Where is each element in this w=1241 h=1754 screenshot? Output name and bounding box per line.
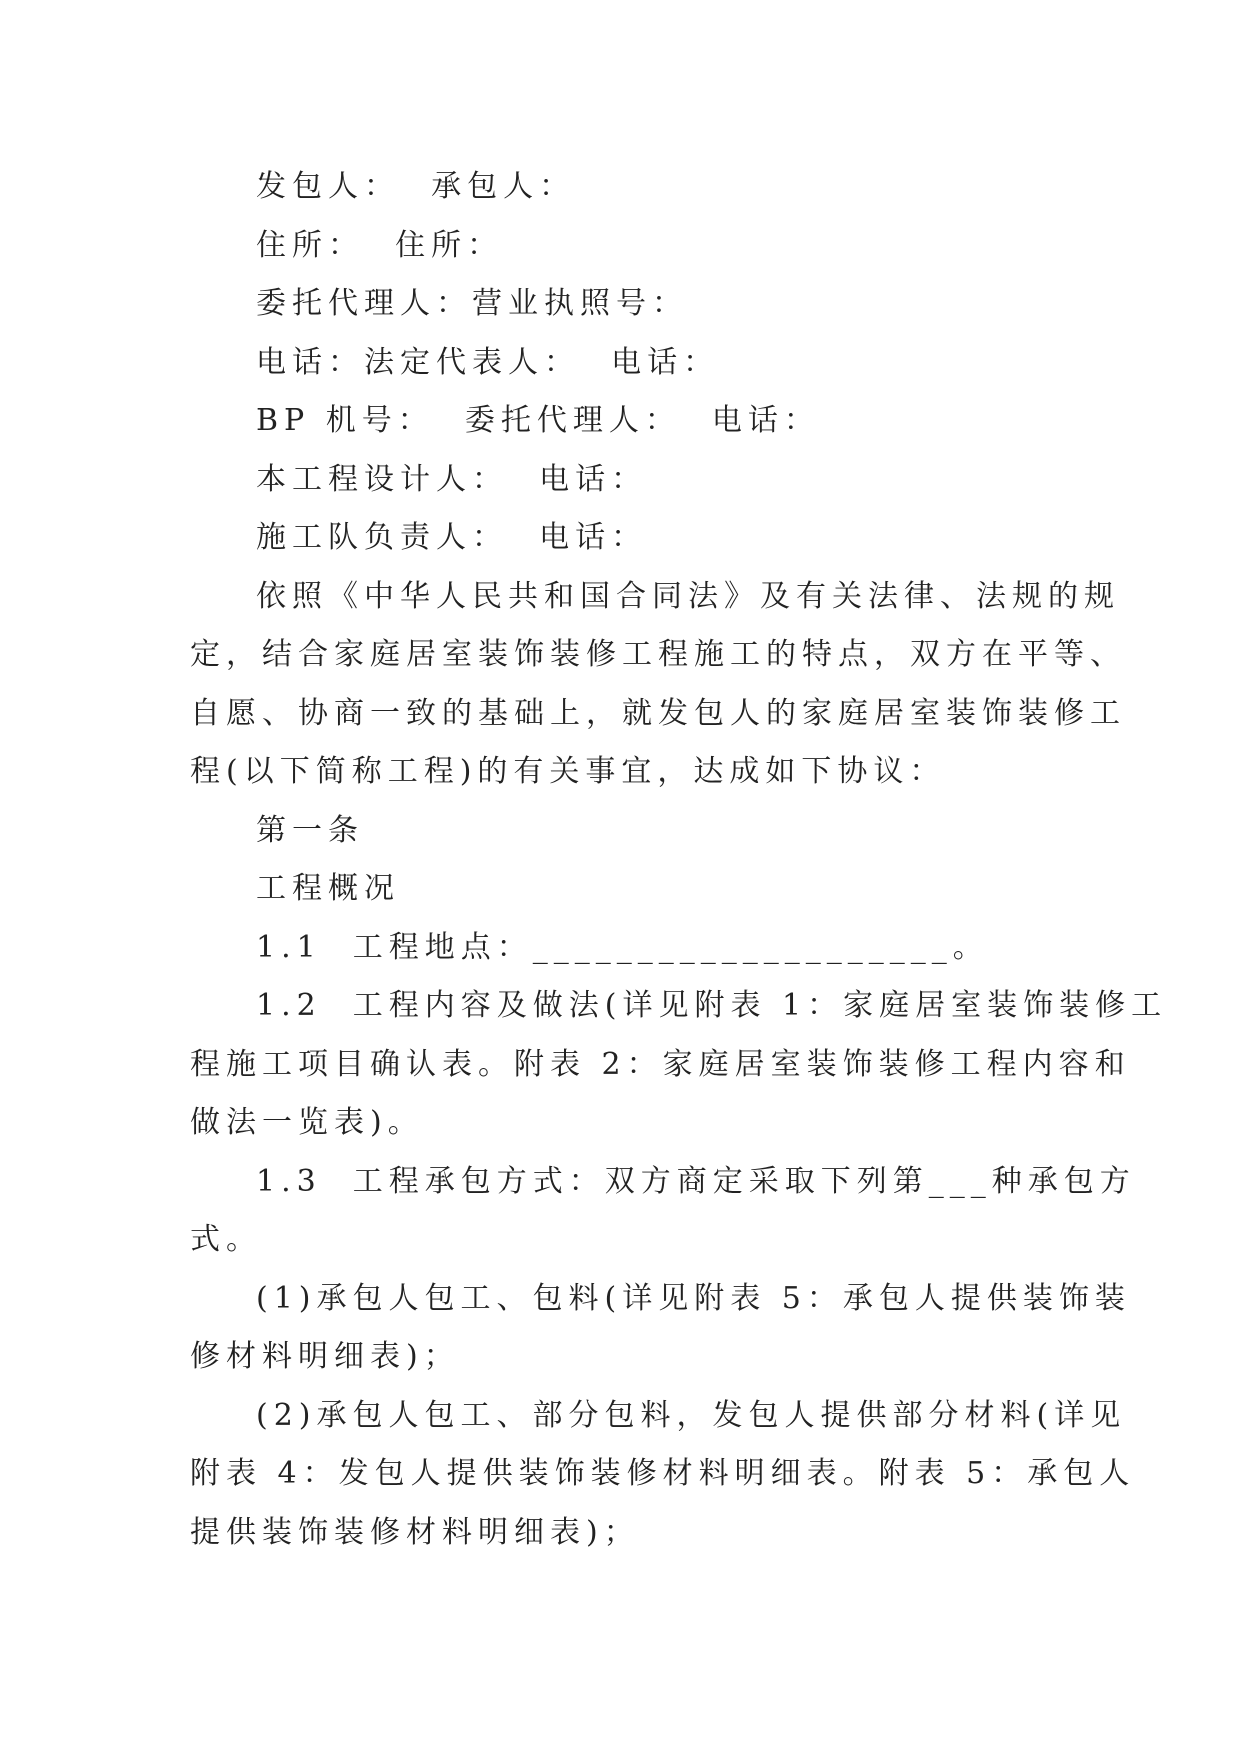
clause-1-2-line-1: 1.2 工程内容及做法(详见附表 1：家庭居室装饰装修工: [256, 988, 1168, 1023]
text-line-phone-representative: 电话：法定代表人： 电话：: [256, 344, 720, 380]
option-2-line-3: 提供装饰装修材料明细表)；: [190, 1514, 640, 1550]
text-line-designer: 本工程设计人： 电话：: [256, 461, 648, 497]
article-heading: 第一条: [256, 812, 364, 848]
text-line-agent-license: 委托代理人：营业执照号：: [256, 286, 688, 321]
text-line-pager-agent: BP 机号： 委托代理人： 电话：: [256, 403, 820, 438]
option-1-line-2: 修材料明细表)；: [190, 1339, 460, 1374]
clause-1-2-line-3: 做法一览表)。: [190, 1105, 424, 1140]
option-2-line-2: 附表 4：发包人提供装饰装修材料明细表。附表 5：承包人: [190, 1456, 1136, 1491]
text-line-preamble-4: 程(以下简称工程)的有关事宜，达成如下协议：: [190, 754, 946, 789]
section-heading: 工程概况: [256, 871, 400, 906]
text-line-preamble-2: 定，结合家庭居室装饰装修工程施工的特点，双方在平等、: [190, 637, 1126, 672]
contract-text: [190, 158, 1168, 1562]
clause-1-3-line-1: 1.3 工程承包方式：双方商定采取下列第___种承包方: [256, 1163, 1136, 1199]
text-line-party-labels: 发包人： 承包人：: [256, 169, 576, 204]
option-1-line-1: (1)承包人包工、包料(详见附表 5：承包人提供装饰装: [256, 1280, 1131, 1316]
clause-1-3-line-2: 式。: [190, 1222, 262, 1257]
text-line-construction-lead: 施工队负责人： 电话：: [256, 520, 648, 555]
text-line-preamble-3: 自愿、协商一致的基础上，就发包人的家庭居室装饰装修工: [190, 695, 1126, 731]
text-line-address: 住所： 住所：: [256, 227, 504, 263]
clause-1-1: 1.1 工程地点：____________________。: [256, 929, 989, 965]
clause-1-2-line-2: 程施工项目确认表。附表 2：家庭居室装饰装修工程内容和: [190, 1046, 1131, 1082]
option-2-line-1: (2)承包人包工、部分包料，发包人提供部分材料(详见: [256, 1397, 1127, 1433]
text-line-preamble-1: 依照《中华人民共和国合同法》及有关法律、法规的规: [256, 578, 1120, 614]
